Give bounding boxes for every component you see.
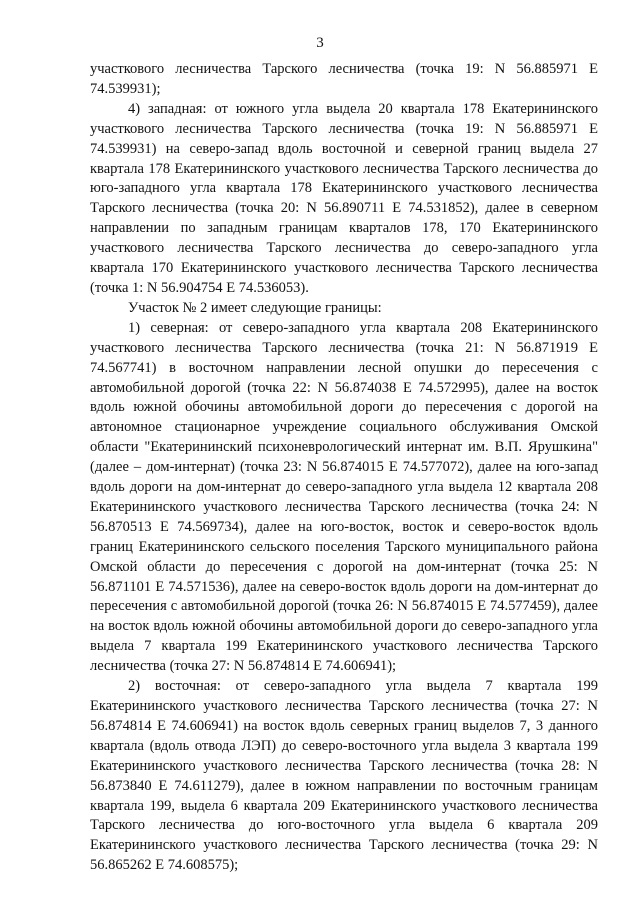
paragraph-eastern-boundary: 2) восточная: от северо-западного угла выдела 7 квартала 199 Екатерининского участкового лесничества Тарского лесничества (точка 27: N 56.874814 E 74.606941) на восток вдоль северных границ выделов 7, 3 данного квартала (вдоль отвода ЛЭП) до северо-восточного угла выдела 3 квартала 199 Екатерининского участкового лесничества Тарского лесничества (точка 28: N 56.873840 E 74.611279), далее в южном направлении по восточным границам квартала 199, выдела 6 квартала 209 Екатерининского участкового лесничества Тарского лесничества до юго-восточного угла выдела 6 квартала 209 Екатерининского участкового лесничества Тарского лесничества (точка 29: N 56.865262 E 74.608575);: [90, 678, 598, 874]
paragraph-northern-boundary: 1) северная: от северо-западного угла квартала 208 Екатерининского участкового лесничества Тарского лесничества (точка 21: N 56.871919 E 74.567741) в восточном направлении лесной опушки до пересечения с автомобильной дорогой (точка 22: N 56.874038 E 74.572995), далее на восток вдоль южной обочины автомобильной дороги до пересечения с дорогой на автономное стационарное учреждение социального обслуживания Омской области "Екатерининский психоневрологический интернат им. В.П. Ярушкина" (далее – дом-интернат) (точка 23: N 56.874015 E 74.577072), далее на юго-запад вдоль дороги на дом-интернат до северо-западного угла выдела 12 квартала 208 Екатерининского участкового лесничества Тарского лесничества (точка 24: N 56.870513 E 74.569734), далее на юго-восток, восток и северо-восток вдоль границ Екатерининского сельского поселения Тарского муниципального района Омской области до пересечения с дорогой на дом-интернат (точка 25: N 56.871101 E 74.571536), далее на северо-восток вдоль дороги на дом-интернат до пересечения с автомобильной дорогой (точка 26: N 56.874015 E 74.577459), далее на восток вдоль южной обочины автомобильной дороги до северо-западного угла выдела 7 квартала 199 Екатерининского участкового лесничества Тарского лесничества (точка 27: N 56.874814 E 74.606941);: [90, 319, 598, 675]
paragraph-continuation: участкового лесничества Тарского лесничества (точка 19: N 56.885971 E 74.539931);: [90, 61, 598, 97]
paragraph-western-boundary: 4) западная: от южного угла выдела 20 квартала 178 Екатерининского участкового лесничества Тарского лесничества (точка 19: N 56.885971 E 74.539931) на северо-запад вдоль восточной и северной границ выдела 27 квартала 178 Екатерининского участкового лесничества Тарского лесничества до юго-западного угла квартала 178 Екатерининского участкового лесничества Тарского лесничества (точка 20: N 56.890711 E 74.531852), далее в северном направлении по западным границам кварталов 178, 170 Екатерининского участкового лесничества Тарского лесничества до северо-западного угла квартала 170 Екатерининского участкового лесничества Тарского лесничества (точка 1: N 56.904754 E 74.536053).: [90, 100, 598, 296]
paragraph-plot-2-heading: Участок № 2 имеет следующие границы:: [128, 299, 382, 316]
page-number: 3: [316, 35, 324, 51]
document-body: [90, 60, 598, 876]
